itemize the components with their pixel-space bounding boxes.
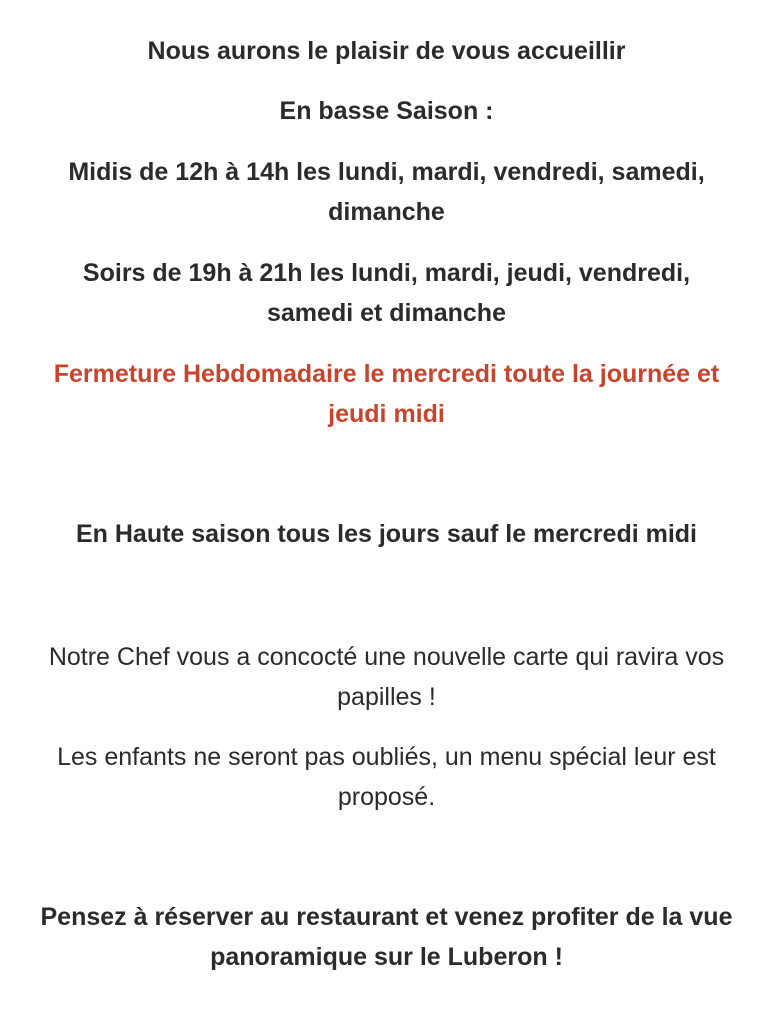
kids-menu-text: Les enfants ne seront pas oubliés, un menu spécial leur est proposé.: [57, 743, 716, 811]
chef-menu-text: Notre Chef vous a concocté une nouvelle carte qui ravira vos papilles !: [48, 643, 725, 711]
dinner-hours-text: Soirs de 19h à 21h les lundi, mardi, jeudi, vendredi, samedi et dimanche: [82, 259, 691, 327]
high-season-text: En Haute saison tous les jours sauf le mercredi midi: [75, 520, 698, 548]
welcome-text: Nous aurons le plaisir de vous accueillir: [147, 37, 626, 65]
lunch-hours-text: Midis de 12h à 14h les lundi, mardi, vendredi, samedi, dimanche: [68, 158, 705, 226]
reservation-text: Pensez à réserver au restaurant et venez profiter de la vue panoramique sur le Luberon !: [40, 903, 733, 971]
low-season-heading: En basse Saison :: [279, 97, 494, 125]
weekly-closure-text: Fermeture Hebdomadaire le mercredi toute la journée et jeudi midi: [53, 360, 720, 428]
